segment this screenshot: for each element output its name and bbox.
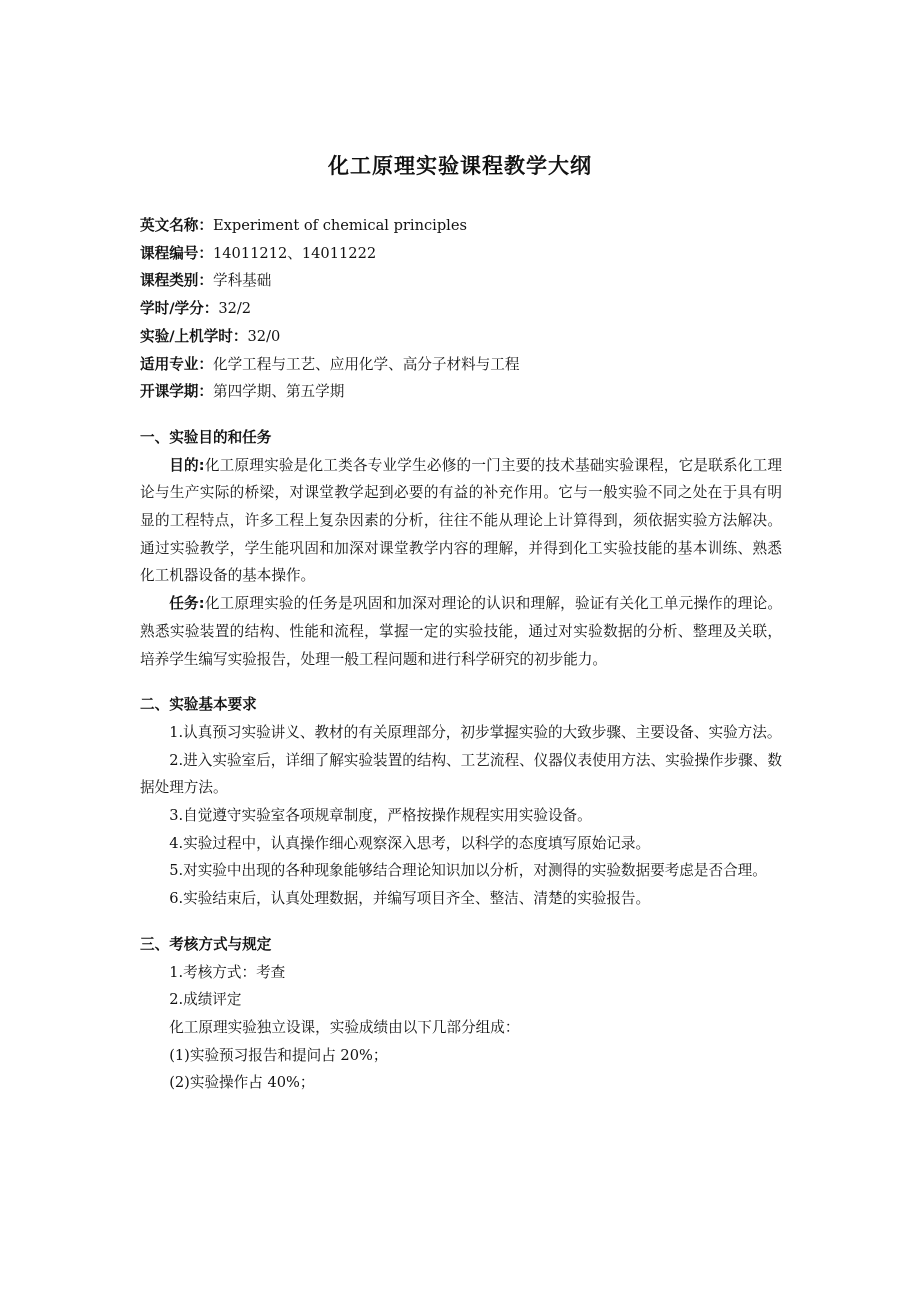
task-label: 任务: xyxy=(169,595,205,613)
grading-item: (2)实验操作占 40%； xyxy=(169,1074,315,1092)
document-body xyxy=(140,212,782,1097)
meta-lab-hours xyxy=(140,323,782,351)
meta-semester xyxy=(140,378,782,406)
meta-hours-credits xyxy=(140,295,782,323)
requirement-item: 6.实验结束后，认真处理数据，并编写项目齐全、整洁、清楚的实验报告。 xyxy=(169,890,651,908)
section-1-heading: 一、实验目的和任务 xyxy=(140,428,272,446)
meta-label: 开课学期： xyxy=(140,383,213,401)
purpose-paragraph xyxy=(140,452,782,591)
document-title: 化工原理实验课程教学大纲 xyxy=(328,154,592,178)
grading-item: (1)实验预习报告和提问占 20%； xyxy=(169,1046,388,1064)
purpose-label: 目的: xyxy=(169,456,205,474)
meta-label: 课程编号： xyxy=(140,244,213,262)
section-3-heading: 三、考核方式与规定 xyxy=(140,935,272,953)
meta-value: 14011212、14011222 xyxy=(212,244,377,262)
requirement-item: 5.对实验中出现的各种现象能够结合理论知识加以分析，对测得的实验数据要考虑是否合理。 xyxy=(169,862,767,880)
meta-value: 化学工程与工艺、应用化学、高分子材料与工程 xyxy=(212,355,520,373)
meta-english-name xyxy=(140,212,782,240)
meta-label: 学时/学分： xyxy=(140,300,219,318)
meta-label: 适用专业： xyxy=(140,355,213,373)
requirement-item: 2.进入实验室后，详细了解实验装置的结构、工艺流程、仪器仪表使用方法、实验操作步骤、数据处理方法。 xyxy=(140,751,782,797)
requirement-item: 4.实验过程中，认真操作细心观察深入思考，以科学的态度填写原始记录。 xyxy=(169,834,651,852)
assessment-method: 1.考核方式：考查 xyxy=(169,963,286,981)
meta-course-code xyxy=(140,240,782,268)
meta-label: 实验/上机学时： xyxy=(140,327,248,345)
meta-value: 32/0 xyxy=(247,327,281,345)
requirement-item: 1.认真预习实验讲义、教材的有关原理部分，初步掌握实验的大致步骤、主要设备、实验方法。 xyxy=(169,723,782,741)
meta-course-category xyxy=(140,267,782,295)
purpose-text: 化工原理实验是化工类各专业学生必修的一门主要的技术基础实验课程，它是联系化工理论与生产实际的桥梁，对课堂教学起到必要的有益的补充作用。它与一般实验不同之处在于具有明显的工程特点，许多工程上复杂因素的分析，往往不能从理论上计算得到，须依据实验方法解决。通过实验教学，学生能巩固和加深对课堂教学内容的理解，并得到化工实验技能的基本训练、熟悉化工机器设备的基本操作。 xyxy=(140,456,782,585)
requirement-item: 3.自觉遵守实验室各项规章制度，严格按操作规程实用实验设备。 xyxy=(169,807,592,825)
grading-intro: 化工原理实验独立设课，实验成绩由以下几部分组成： xyxy=(169,1018,520,1036)
section-2-heading: 二、实验基本要求 xyxy=(140,696,257,714)
meta-majors xyxy=(140,351,782,379)
meta-label: 课程类别： xyxy=(140,272,213,290)
task-text: 化工原理实验的任务是巩固和加深对理论的认识和理解，验证有关化工单元操作的理论。熟悉实验装置的结构、性能和流程，掌握一定的实验技能，通过对实验数据的分析、整理及关联，培养学生编写实验报告，处理一般工程问题和进行科学研究的初步能力。 xyxy=(140,595,782,668)
task-paragraph xyxy=(140,590,782,673)
meta-value: Experiment of chemical principles xyxy=(212,217,467,234)
meta-value: 学科基础 xyxy=(212,272,272,290)
meta-label: 英文名称： xyxy=(140,217,213,234)
meta-value: 第四学期、第五学期 xyxy=(212,383,345,401)
grading-heading: 2.成绩评定 xyxy=(169,991,242,1009)
meta-value: 32/2 xyxy=(218,300,252,318)
